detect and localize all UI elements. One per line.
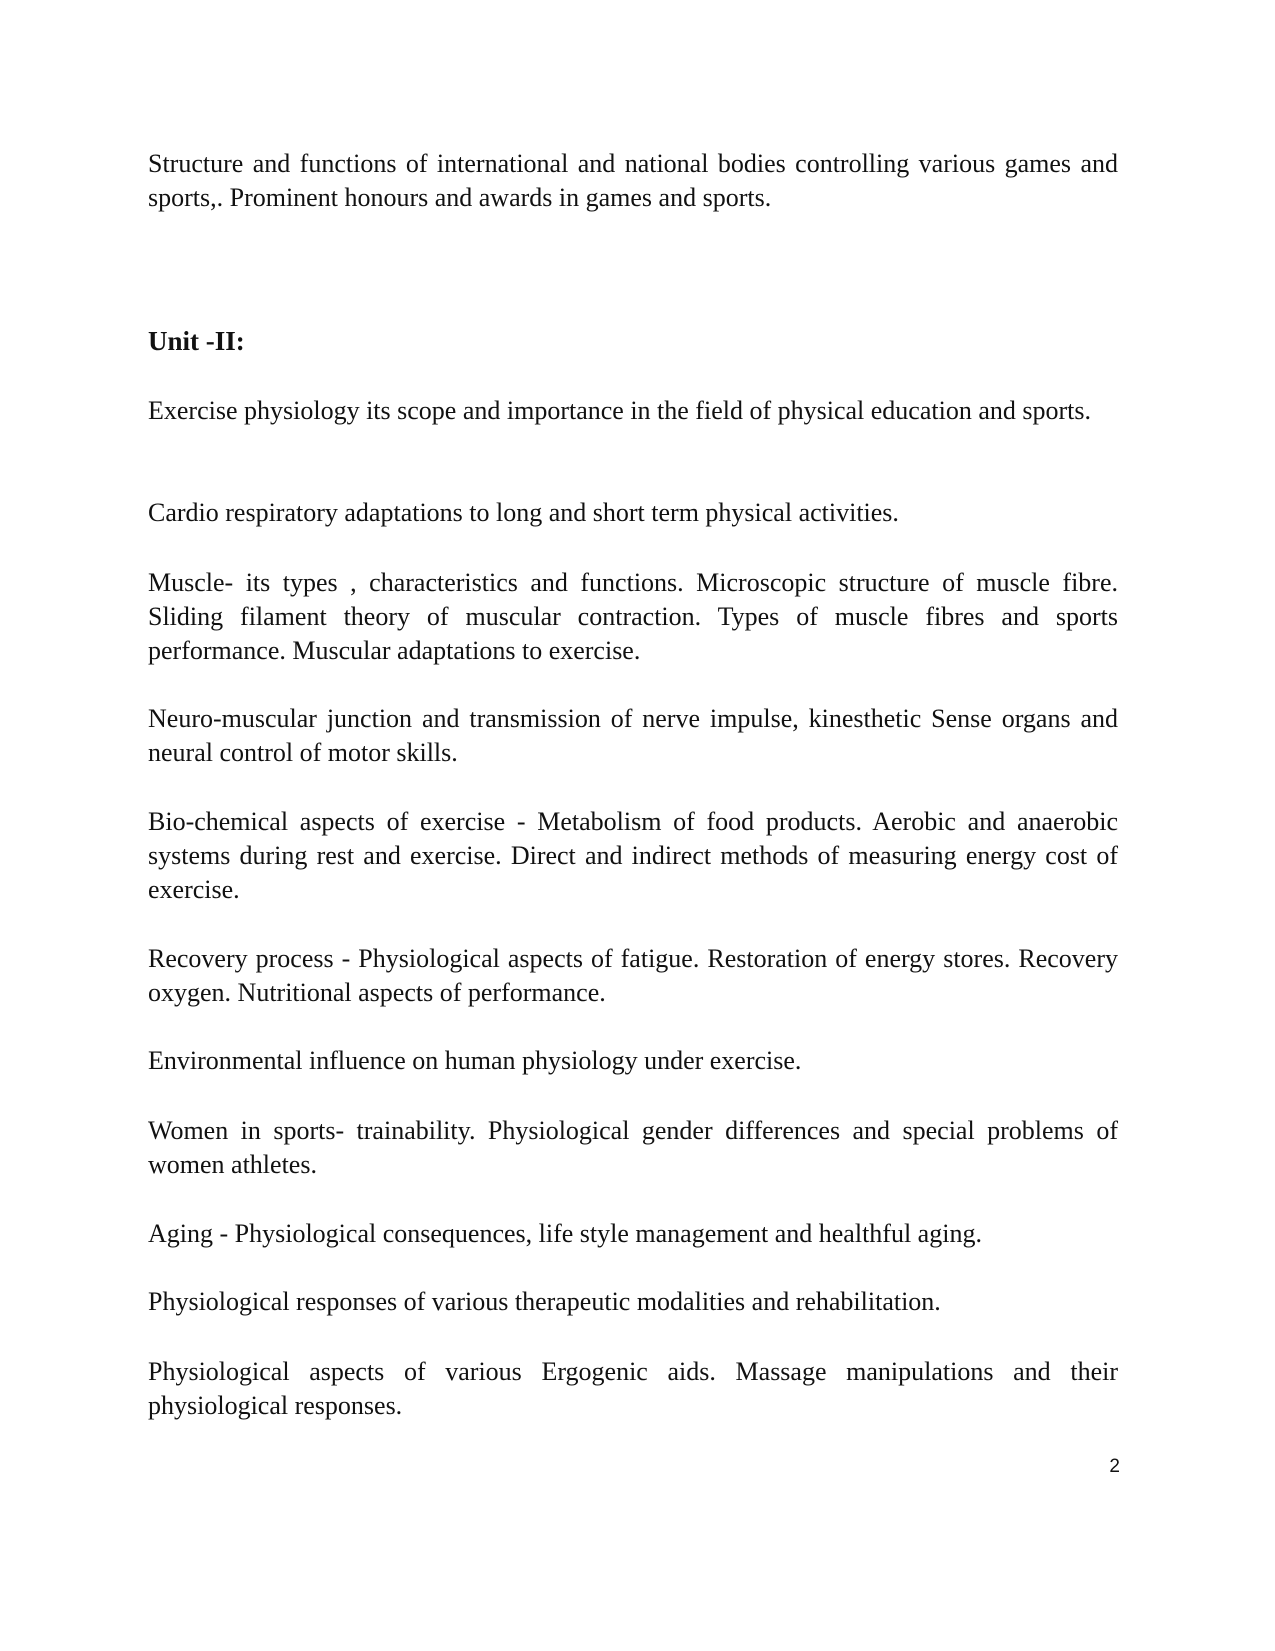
unit-heading: Unit -II: (148, 326, 245, 356)
paragraph-exercise-physiology: Exercise physiology its scope and importance in the field of physical education and sports. (148, 396, 1091, 425)
paragraph-recovery-process: Recovery process - Physiological aspects of fatigue. Restoration of energy stores. Recovery oxygen. Nutritional aspects of performance. (148, 944, 1118, 1007)
paragraph-women-in-sports: Women in sports- trainability. Physiological gender differences and special problems of women athletes. (148, 1116, 1118, 1179)
paragraph-aging: Aging - Physiological consequences, life style management and healthful aging. (148, 1219, 982, 1248)
paragraph-therapeutic: Physiological responses of various therapeutic modalities and rehabilitation. (148, 1287, 941, 1316)
paragraph-bio-chemical: Bio-chemical aspects of exercise - Metabolism of food products. Aerobic and anaerobic systems during rest and exercise. Direct and indirect methods of measuring energy cost of exercise. (148, 807, 1118, 904)
paragraph-ergogenic-aids: Physiological aspects of various Ergogenic aids. Massage manipulations and their physiological responses. (148, 1357, 1118, 1420)
page-number: 2 (1109, 1456, 1120, 1477)
paragraph-environmental: Environmental influence on human physiology under exercise. (148, 1046, 802, 1075)
paragraph-muscle: Muscle- its types , characteristics and functions. Microscopic structure of muscle fibre. Sliding filament theory of muscular contraction. Types of muscle fibres and sports performance. Muscular adaptations to exercise. (148, 568, 1118, 665)
intro-paragraph: Structure and functions of international and national bodies controlling various games and sports,. Prominent honours and awards in games and sports. (148, 149, 1118, 212)
paragraph-cardio-respiratory: Cardio respiratory adaptations to long and short term physical activities. (148, 498, 899, 527)
paragraph-neuro-muscular: Neuro-muscular junction and transmission of nerve impulse, kinesthetic Sense organs and neural control of motor skills. (148, 704, 1118, 767)
